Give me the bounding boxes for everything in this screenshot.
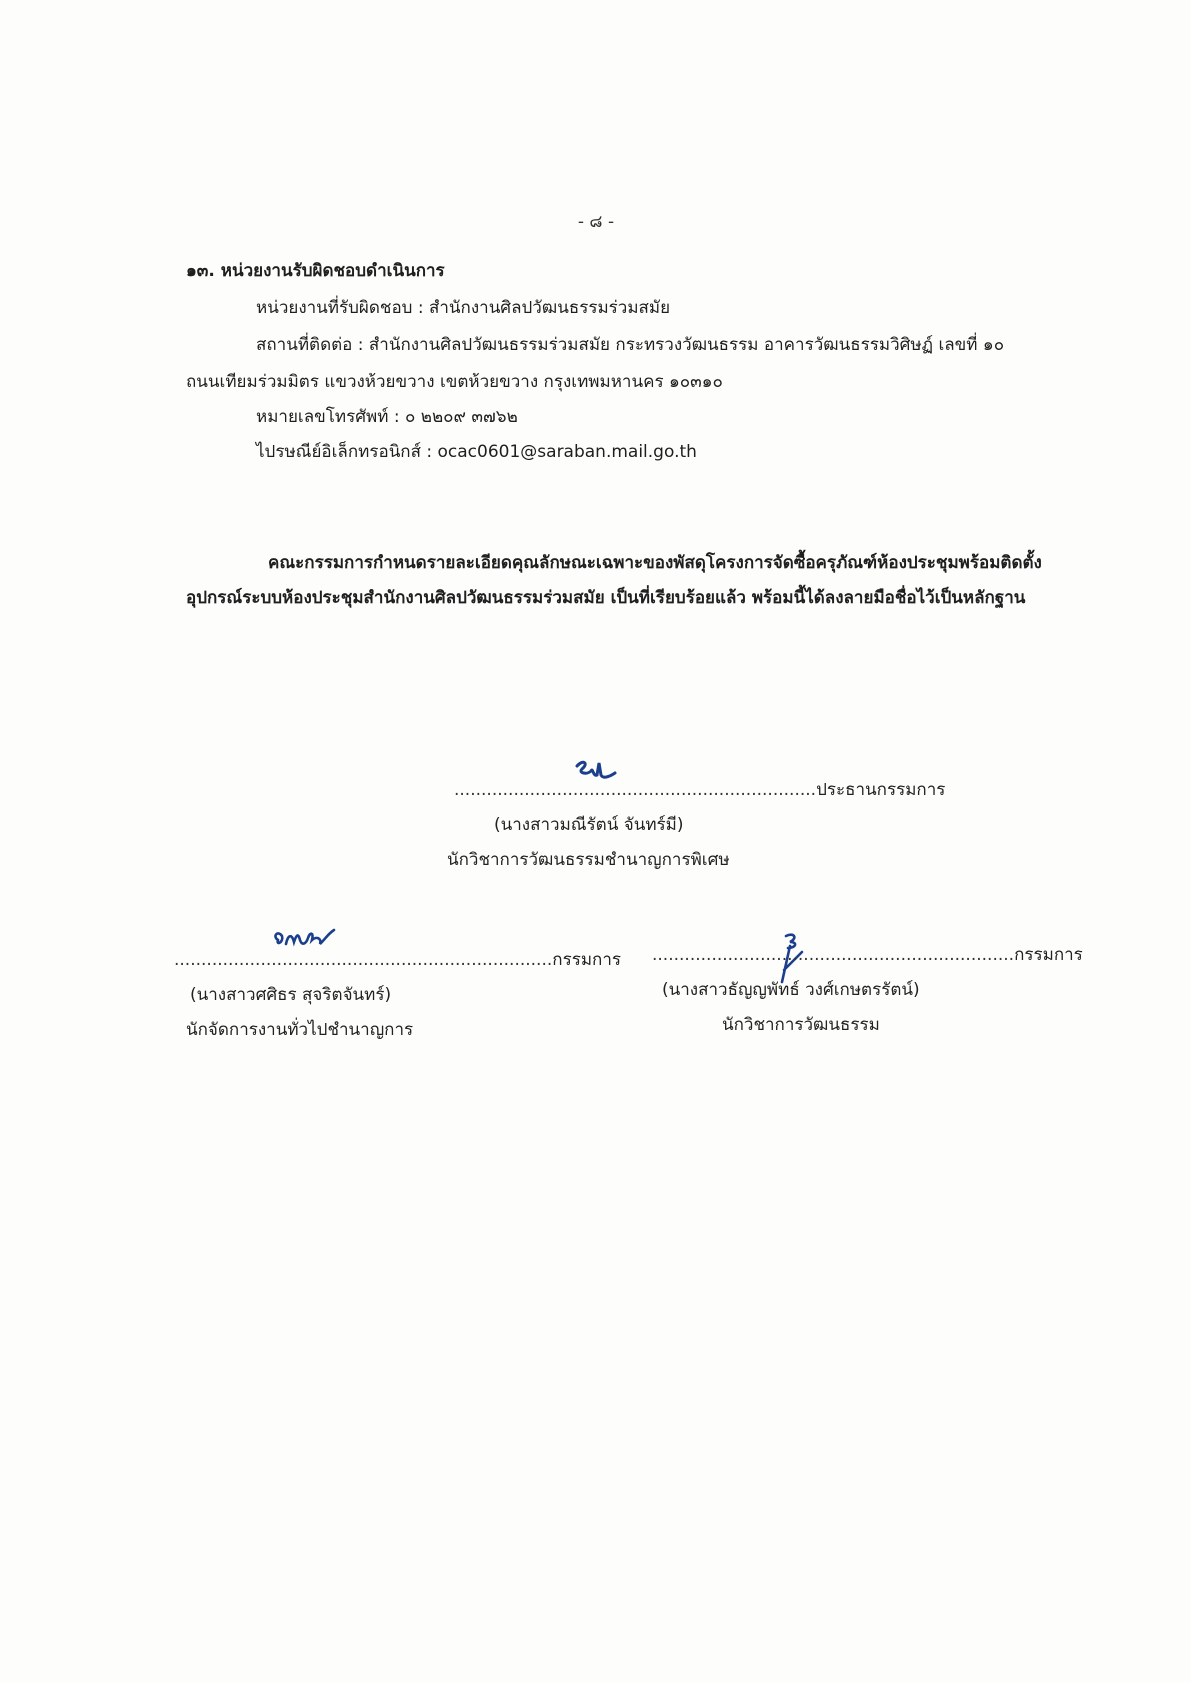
member-left-signature-line — [174, 946, 621, 973]
member-left-role: กรรมการ — [552, 950, 622, 970]
page-number: - ๘ - — [577, 212, 615, 232]
phone-number: หมายเลขโทรศัพท์ : ๐ ๒๒๐๙ ๓๗๖๒ — [256, 407, 518, 427]
responsible-agency: หน่วยงานที่รับผิดชอบ : สำนักงานศิลปวัฒนธรรมร่วมสมัย — [256, 298, 671, 318]
chair-role: ประธานกรรมการ — [816, 780, 946, 800]
member-left-position: นักจัดการงานทั่วไปชำนาญการ — [186, 1020, 414, 1040]
committee-statement-text: คณะกรรมการกำหนดรายละเอียดคุณลักษณะเฉพาะของพัสดุโครงการจัดซื้อครุภัณฑ์ห้องประชุมพร้อมติดตั้งอุปกรณ์ระบบห้องประชุมสำนักงานศิลปวัฒนธรรมร่วมสมัย เป็นที่เรียบร้อยแล้ว พร้อมนี้ได้ลงลายมือชื่อไว้เป็นหลักฐาน — [186, 553, 1042, 608]
member-left-dots: ...................................................................... — [174, 950, 553, 970]
contact-address-line2: ถนนเทียมร่วมมิตร แขวงห้วยขวาง เขตห้วยขวาง กรุงเทพมหานคร ๑๐๓๑๐ — [186, 372, 723, 392]
member-left-name: (นางสาวศศิธร สุจริตจันทร์) — [190, 985, 392, 1005]
chair-dots: ................................................................... — [454, 780, 817, 800]
section-heading: ๑๓. หน่วยงานรับผิดชอบดำเนินการ — [186, 261, 445, 281]
member-right-dots: ................................................................... — [652, 945, 1015, 965]
member-right-name: (นางสาวธัญญพัทธ์ วงศ์เกษตรรัตน์) — [662, 980, 920, 1000]
member-right-position: นักวิชาการวัฒนธรรม — [722, 1015, 880, 1035]
committee-statement — [186, 546, 1081, 616]
contact-address-line1: สถานที่ติดต่อ : สำนักงานศิลปวัฒนธรรมร่วมสมัย กระทรวงวัฒนธรรม อาคารวัฒนธรรมวิศิษฏ์ เลขที่ ๑๐ — [256, 335, 1005, 355]
chair-position: นักวิชาการวัฒนธรรมชำนาญการพิเศษ — [447, 850, 730, 870]
email-address: ไปรษณีย์อิเล็กทรอนิกส์ : ocac0601@saraban.mail.go.th — [256, 442, 697, 462]
member-right-role: กรรมการ — [1014, 945, 1083, 965]
member-right-signature-line — [652, 941, 1083, 968]
chair-name: (นางสาวมณีรัตน์ จันทร์มี) — [494, 815, 684, 835]
chair-signature-line — [454, 776, 945, 803]
